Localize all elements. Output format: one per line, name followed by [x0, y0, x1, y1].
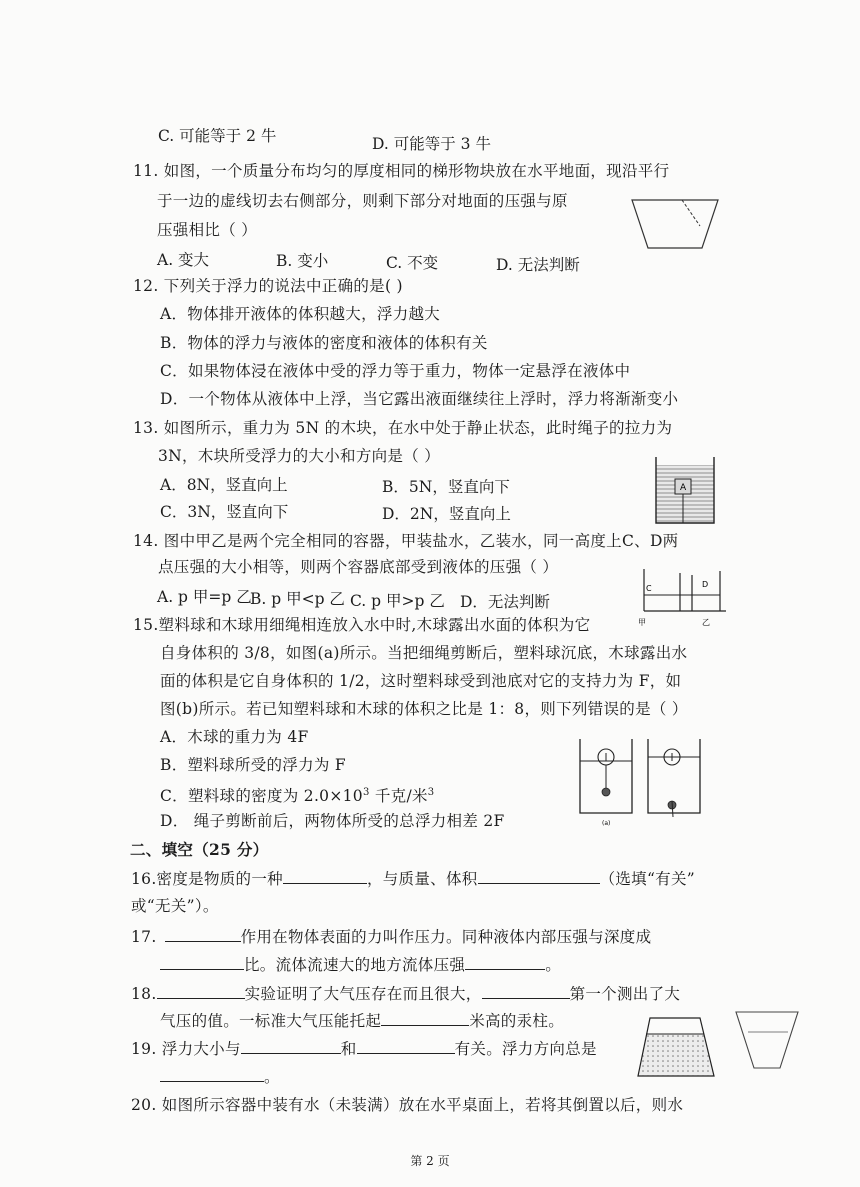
q10-option-c: C. 可能等于 2 牛: [158, 127, 277, 145]
q20-line1: 20. 如图所示容器中装有水（未装满）放在水平桌面上，若将其倒置以后，则水: [131, 1096, 684, 1114]
q16-text-2: ，与质量、体积: [366, 870, 478, 888]
q17-text-1: 作用在物体表面的力叫作压力。同种液体内部压强与深度成: [240, 928, 652, 946]
q12-option-b: B．物体的浮力与液体的密度和液体的体积有关: [160, 334, 488, 352]
q15-option-c-unit: 千克/米: [369, 787, 428, 806]
q13-option-b: B．5N，竖直向下: [382, 478, 510, 496]
q18-text-3: 气压的值。一标准大气压能托起: [160, 1012, 382, 1030]
point-c-label: C: [646, 584, 652, 593]
q11-line1: 11. 如图，一个质量分布均匀的厚度相同的梯形物块放在水平地面，现沿平行: [133, 162, 670, 180]
q16-text-3: （选填“有关”: [599, 870, 696, 888]
q13-line1: 13. 如图所示，重力为 5N 的木块，在水中处于静止状态，此时绳子的拉力为: [133, 419, 673, 437]
q17-blank-1[interactable]: [165, 927, 241, 942]
water-container-figure: [636, 1014, 718, 1078]
q14-line1: 14. 图中甲乙是两个完全相同的容器，甲装盐水，乙装水，同一高度上C、D两: [133, 532, 679, 550]
q19-blank-3[interactable]: [160, 1067, 264, 1082]
balls-figure: [576, 733, 706, 825]
q19-text-4: 。: [264, 1068, 280, 1086]
q13-option-d: D．2N，竖直向上: [382, 505, 511, 523]
two-containers-figure: [636, 567, 728, 629]
block-label: A: [680, 483, 687, 493]
q16-blank-1[interactable]: [283, 869, 367, 884]
inverted-container-figure: [734, 1008, 800, 1072]
q11-option-c: C. 不变: [386, 254, 439, 272]
q15-line1: 15.塑料球和木球用细绳相连放入水中时,木球露出水面的体积为它: [133, 616, 591, 634]
q11-option-d: D. 无法判断: [496, 256, 580, 274]
q16-blank-2[interactable]: [478, 869, 600, 884]
q14-option-d: D．无法判断: [460, 593, 550, 611]
trapezoid-figure: [630, 196, 720, 254]
q18-text-1: 实验证明了大气压存在而且很大，: [244, 985, 482, 1003]
q16-line2: 或“无关”）。: [131, 897, 219, 915]
section-2-heading: 二、填空（25 分）: [130, 840, 269, 859]
q15-option-d: D． 绳子剪断前后，两物体所受的总浮力相差 2F: [160, 812, 505, 830]
q19-text-3: 有关。浮力方向总是: [454, 1040, 597, 1058]
q17-line1: [131, 926, 651, 948]
q15-line3: 面的体积是它自身体积的 1/2，这时塑料球受到池底对它的支持力为 F，如: [160, 672, 682, 690]
q13-line2: 3N，木块所受浮力的大小和方向是（ ）: [158, 447, 441, 465]
q18-line2: [160, 1010, 564, 1032]
q15-line4: 图(b)所示。若已知塑料球和木球的体积之比是 1：8，则下列错误的是（ ）: [160, 700, 688, 718]
q14-option-c: C. p 甲>p 乙: [350, 592, 445, 610]
q17-blank-3[interactable]: [465, 955, 545, 970]
q15-option-c-exp: 3: [362, 787, 370, 798]
q19-text-2: 和: [340, 1040, 357, 1058]
q16-text-1: 16.密度是物质的一种: [131, 870, 283, 888]
q18-text-2: 第一个测出了大: [569, 985, 681, 1003]
page-number: 第 2 页: [410, 1154, 450, 1168]
q15-option-a: A．木球的重力为 4F: [160, 728, 309, 746]
q18-number: 18.: [131, 985, 157, 1003]
q14-option-a: A. p 甲=p 乙: [157, 588, 252, 606]
q19-blank-1[interactable]: [241, 1039, 341, 1054]
q12-option-d: D．一个物体从液体中上浮，当它露出液面继续往上浮时，浮力将渐渐变小: [160, 390, 679, 408]
q10-option-d: D. 可能等于 3 牛: [372, 135, 491, 153]
q19-line1: [131, 1038, 597, 1060]
q15-option-b: B．塑料球所受的浮力为 F: [160, 756, 346, 774]
q11-line2: 于一边的虚线切去右侧部分，则剩下部分对地面的压强与原: [157, 192, 568, 210]
q19-line2: [160, 1066, 280, 1088]
q15-option-c-unit-exp: 3: [427, 787, 435, 798]
q12-option-a: A．物体排开液体的体积越大，浮力越大: [160, 305, 441, 323]
figure-a-label: (a): [602, 820, 611, 827]
q11-option-a: A. 变大: [157, 251, 210, 269]
q12-option-c: C．如果物体浸在液体中受的浮力等于重力，物体一定悬浮在液体中: [160, 362, 631, 380]
q17-line2: [160, 954, 561, 976]
q17-text-2: 比。流体流速大的地方流体压强: [244, 956, 466, 974]
q15-line2: 自身体积的 3/8，如图(a)所示。当把细绳剪断后，塑料球沉底，木球露出水: [160, 644, 688, 662]
q14-option-b: B. p 甲<p 乙: [250, 590, 345, 608]
q18-line1: [131, 983, 680, 1005]
q17-number: 17.: [131, 928, 157, 946]
q16-line1: [131, 868, 695, 890]
q19-text-1: 19. 浮力大小与: [131, 1040, 241, 1058]
q18-text-4: 米高的汞柱。: [469, 1012, 565, 1030]
q11-option-b: B. 变小: [276, 252, 329, 270]
point-d-label: D: [702, 580, 709, 589]
q13-option-c: C．3N，竖直向下: [160, 503, 289, 521]
q15-option-c: [160, 782, 434, 807]
container-jia-label: 甲: [638, 618, 646, 627]
q15-option-c-text: C．塑料球的密度为 2.0×10: [160, 787, 363, 806]
beaker-block-figure: [654, 455, 716, 527]
q18-blank-3[interactable]: [381, 1011, 469, 1026]
q18-blank-2[interactable]: [482, 984, 570, 999]
q13-option-a: A．8N，竖直向上: [160, 476, 288, 494]
q18-blank-1[interactable]: [157, 984, 245, 999]
q17-blank-2[interactable]: [160, 955, 244, 970]
q11-line3: 压强相比（ ）: [157, 221, 258, 239]
q14-line2: 点压强的大小相等，则两个容器底部受到液体的压强（ ）: [158, 558, 559, 576]
q17-text-3: 。: [545, 956, 562, 974]
q19-blank-2[interactable]: [357, 1039, 455, 1054]
container-yi-label: 乙: [702, 618, 710, 627]
q12-stem: 12. 下列关于浮力的说法中正确的是( ): [133, 277, 403, 295]
